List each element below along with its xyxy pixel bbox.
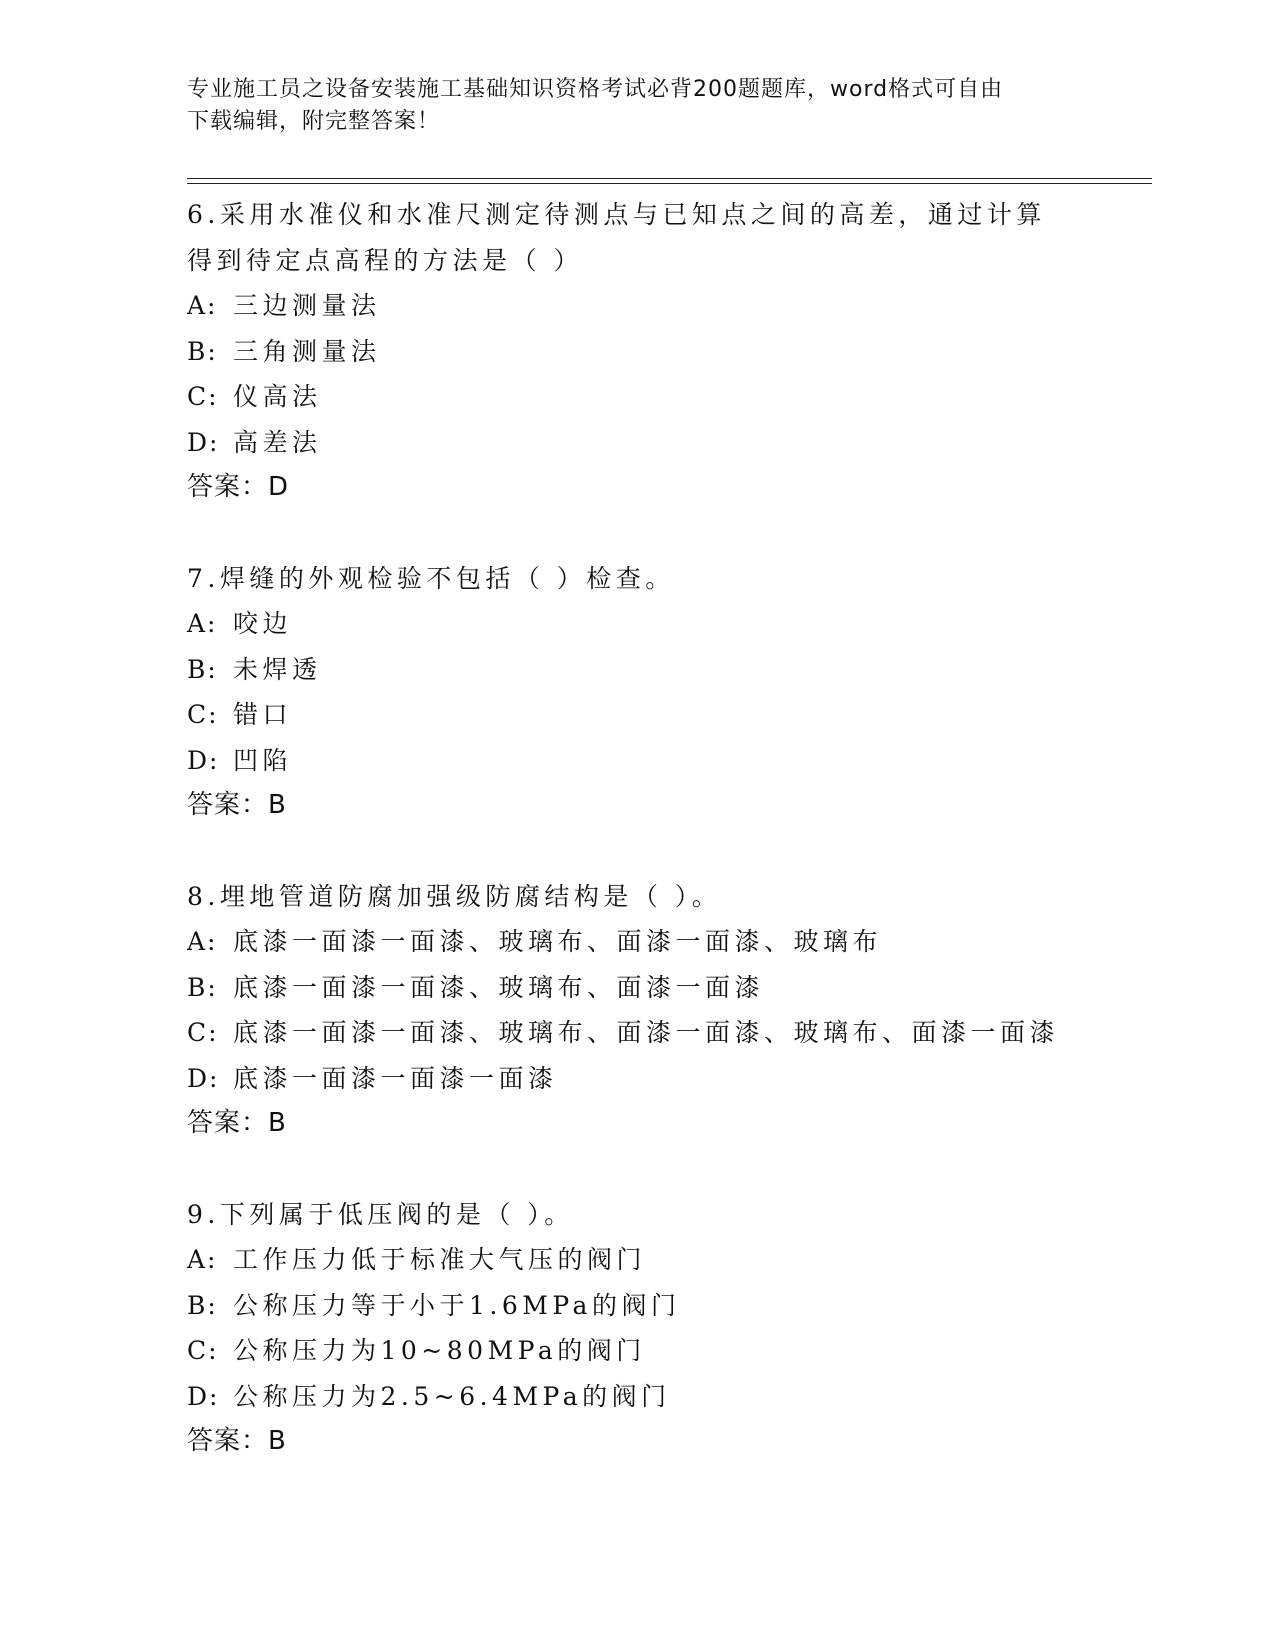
option-c	[187, 1010, 1087, 1056]
answer-label: 答案：	[187, 1426, 269, 1456]
option-a	[187, 919, 1087, 965]
question-8	[187, 874, 1087, 1147]
answer-line	[187, 1419, 1087, 1465]
option-text: 公称压力为2.5~6.4MPa的阀门	[233, 1381, 671, 1411]
option-text: 错口	[233, 700, 293, 729]
option-d	[187, 1374, 1087, 1420]
question-9	[187, 1192, 1087, 1465]
option-letter: C:	[187, 700, 219, 729]
option-b	[187, 329, 1087, 375]
option-text: 底漆一面漆一面漆、玻璃布、面漆一面漆、玻璃布	[233, 927, 883, 956]
header-divider-top	[187, 178, 1152, 179]
option-letter: B:	[187, 1290, 218, 1320]
option-letter: C:	[187, 1018, 219, 1047]
option-letter: B:	[187, 654, 218, 684]
option-text: 凹陷	[233, 745, 293, 775]
option-c	[187, 692, 1087, 738]
option-text: 仪高法	[233, 382, 322, 411]
answer-value: B	[268, 1108, 287, 1138]
option-d	[187, 420, 1087, 466]
option-letter: C:	[187, 1336, 219, 1365]
option-letter: A:	[187, 291, 218, 320]
answer-line	[187, 465, 1087, 511]
option-a	[187, 283, 1087, 329]
option-text: 公称压力等于小于1.6MPa的阀门	[233, 1290, 681, 1320]
answer-line	[187, 1101, 1087, 1147]
option-text: 高差法	[233, 427, 322, 457]
option-c	[187, 374, 1087, 420]
option-a	[187, 1237, 1087, 1283]
header-line-2: 下载编辑，附完整答案！	[187, 109, 441, 134]
question-stem	[187, 192, 1067, 283]
option-a	[187, 601, 1087, 647]
answer-label: 答案：	[187, 472, 269, 502]
option-letter: B:	[187, 336, 218, 366]
option-text: 三边测量法	[233, 291, 381, 320]
question-list	[187, 192, 1087, 1510]
option-b	[187, 1283, 1087, 1329]
option-letter: C:	[187, 382, 219, 411]
question-text: 采用水准仪和水准尺测定待测点与已知点之间的高差，通过计算得到待定点高程的方法是（ ）	[187, 200, 1046, 275]
option-text: 底漆一面漆一面漆、玻璃布、面漆一面漆、玻璃布、面漆一面漆	[233, 1018, 1060, 1047]
option-text: 三角测量法	[233, 336, 381, 366]
option-letter: D:	[187, 1381, 220, 1411]
option-letter: D:	[187, 427, 220, 457]
answer-label: 答案：	[187, 1108, 269, 1138]
question-6	[187, 192, 1087, 511]
option-b	[187, 965, 1087, 1011]
question-text: 下列属于低压阀的是（ ）。	[219, 1199, 574, 1229]
answer-label: 答案：	[187, 790, 269, 820]
question-text: 焊缝的外观检验不包括（ ）检查。	[219, 563, 675, 593]
question-7	[187, 556, 1087, 829]
option-b	[187, 647, 1087, 693]
question-stem	[187, 1192, 1067, 1238]
option-letter: A:	[187, 609, 218, 638]
question-number: 9.	[187, 1199, 220, 1229]
option-letter: A:	[187, 1245, 218, 1274]
option-letter: A:	[187, 927, 218, 956]
header-line-1: 专业施工员之设备安装施工基础知识资格考试必背200题题库，word格式可自由	[187, 77, 1004, 102]
question-stem	[187, 556, 1067, 602]
option-c	[187, 1328, 1087, 1374]
question-stem	[187, 874, 1067, 920]
option-letter: D:	[187, 1063, 220, 1093]
option-text: 底漆一面漆一面漆、玻璃布、面漆一面漆	[233, 972, 765, 1002]
answer-value: B	[268, 1426, 287, 1456]
option-d	[187, 1056, 1087, 1102]
option-text: 工作压力低于标准大气压的阀门	[233, 1245, 647, 1274]
option-text: 未焊透	[233, 654, 322, 684]
question-number: 7.	[187, 563, 220, 593]
option-text: 咬边	[233, 609, 293, 638]
option-letter: D:	[187, 745, 220, 775]
answer-value: D	[268, 472, 290, 502]
answer-value: B	[268, 790, 287, 820]
header-divider-bottom	[187, 183, 1152, 184]
question-text: 埋地管道防腐加强级防腐结构是（ ）。	[219, 881, 722, 911]
answer-line	[187, 783, 1087, 829]
question-number: 6.	[187, 200, 220, 229]
question-number: 8.	[187, 881, 220, 911]
option-d	[187, 738, 1087, 784]
option-text: 公称压力为10~80MPa的阀门	[233, 1336, 646, 1365]
option-letter: B:	[187, 972, 218, 1002]
document-header	[187, 74, 1077, 138]
option-text: 底漆一面漆一面漆一面漆	[233, 1063, 558, 1093]
